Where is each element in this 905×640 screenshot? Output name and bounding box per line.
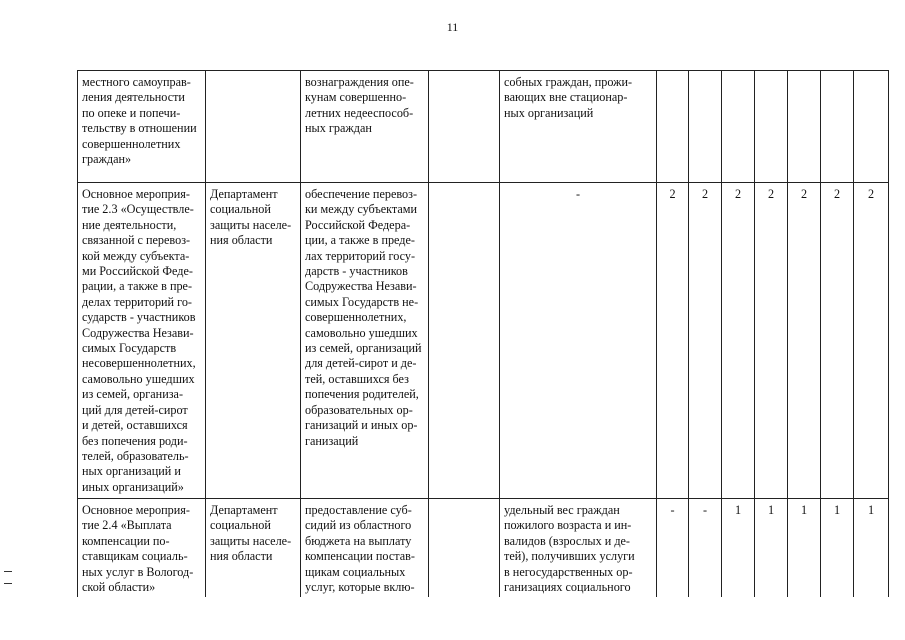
cell-text-line: самовольно ушедших: [305, 325, 418, 340]
result-cell: [301, 499, 429, 598]
cell-text-line: предоставление суб-: [305, 503, 412, 517]
cell-text-line: ганизаций и иных ор-: [305, 418, 418, 433]
cell-text-line: Содружества Незави-: [82, 325, 194, 340]
goal-cell: [429, 499, 500, 598]
cell-text-line: ных услуг в Вологод-: [82, 564, 194, 579]
cell-text-line: телей, образователь-: [82, 448, 189, 463]
cell-text-line: защиты населе-: [210, 533, 292, 548]
cell-text-line: вознаграждения опе-: [305, 75, 414, 89]
cell-text-line: самовольно ушедших: [82, 371, 195, 386]
cell-text-line: сидий из областного: [305, 518, 412, 533]
table-row: [78, 499, 889, 598]
cell-text-line: тей), получивших услуги: [504, 549, 635, 564]
goal-cell: [429, 71, 500, 183]
cell-text-line: ных организаций: [504, 105, 594, 120]
year-value-cell: 1: [821, 499, 854, 598]
cell-text-line: ганизациях социального: [504, 580, 631, 595]
cell-text-line: рации, а также в пре-: [82, 279, 193, 294]
year-value-cell: 1: [854, 499, 889, 598]
executor-cell: [206, 499, 301, 598]
measure-cell: [78, 499, 206, 598]
year-value-cell: 2: [689, 183, 722, 499]
cell-text-line: Департамент: [210, 187, 278, 201]
cell-text-line: Департамент: [210, 503, 278, 517]
year-value-cell: -: [689, 499, 722, 598]
year-value-cell: [854, 71, 889, 183]
cell-text-line: симых Государств: [82, 341, 177, 356]
cell-text-line: тельству в отношении: [82, 121, 197, 136]
cell-text-line: иных организаций»: [82, 479, 184, 494]
cell-text-line: из семей, организа-: [82, 387, 184, 402]
cell-text-line: услуг, которые вклю-: [305, 580, 415, 595]
cell-text-line: делах территорий го-: [82, 294, 192, 309]
year-value-cell: 2: [657, 183, 689, 499]
cell-text-line: и детей, оставшихся: [82, 418, 188, 433]
year-value-cell: 1: [755, 499, 788, 598]
cell-text-line: ния области: [210, 233, 273, 248]
cell-text-line: тей, оставшихся без: [305, 371, 409, 386]
margin-mark: [4, 583, 12, 584]
cell-text-line: тие 2.3 «Осуществле-: [82, 202, 194, 217]
cell-text-line: граждан»: [82, 152, 132, 167]
executor-cell: [206, 71, 301, 183]
indicator-cell: [500, 71, 657, 183]
cell-text-line: попечения родителей,: [305, 387, 419, 402]
table-row: [78, 71, 889, 183]
indicator-cell: [500, 183, 657, 499]
cell-text-line: ных граждан: [305, 121, 372, 136]
page-number: 11: [446, 20, 459, 34]
cell-text-line: бюджета на выплату: [305, 533, 412, 548]
cell-text-line: обеспечение перевоз-: [305, 187, 417, 201]
year-value-cell: [821, 71, 854, 183]
year-value-cell: 2: [722, 183, 755, 499]
cell-text-line: ской области»: [82, 580, 156, 595]
cell-text-line: ных организаций и: [82, 464, 181, 479]
year-value-cell: 1: [722, 499, 755, 598]
cell-text-line: сударств - участников: [82, 310, 196, 325]
year-value-cell: [657, 71, 689, 183]
measure-cell: [78, 183, 206, 499]
year-value-cell: [689, 71, 722, 183]
year-value-cell: 1: [788, 499, 821, 598]
cell-text-line: кой между субъекта-: [82, 248, 190, 263]
cell-text-line: образовательных ор-: [305, 402, 413, 417]
cell-text-line: -: [575, 187, 581, 201]
cell-text-line: ставщикам социаль-: [82, 549, 188, 564]
cell-text-line: компенсации постав-: [305, 549, 415, 564]
cell-text-line: защиты населе-: [210, 217, 292, 232]
year-value-cell: 2: [821, 183, 854, 499]
year-value-cell: 2: [788, 183, 821, 499]
cell-text-line: социальной: [210, 518, 271, 533]
cell-text-line: Российской Федера-: [305, 217, 411, 232]
result-cell: [301, 183, 429, 499]
year-value-cell: [755, 71, 788, 183]
cell-text-line: несовершеннолетних,: [82, 356, 196, 371]
year-value-cell: -: [657, 499, 689, 598]
cell-text-line: ния области: [210, 549, 273, 564]
cell-text-line: ций для детей-сирот: [82, 402, 188, 417]
cell-text-line: социальной: [210, 202, 271, 217]
cell-text-line: вающих вне стационар-: [504, 90, 628, 105]
cell-text-line: пожилого возраста и ин-: [504, 518, 632, 533]
cell-text-line: ми Российской Феде-: [82, 264, 193, 279]
year-value-cell: [788, 71, 821, 183]
cell-text-line: собных граждан, прожи-: [504, 75, 633, 89]
cell-text-line: для детей-сирот и де-: [305, 356, 417, 371]
year-value-cell: 2: [755, 183, 788, 499]
cell-text-line: местного самоуправ-: [82, 75, 191, 89]
cell-text-line: ления деятельности: [82, 90, 185, 105]
cell-text-line: ки между субъектами: [305, 202, 418, 217]
cell-text-line: компенсации по-: [82, 533, 170, 548]
measure-cell: [78, 71, 206, 183]
cell-text-line: ние деятельности,: [82, 217, 177, 232]
cell-text-line: совершеннолетних,: [305, 310, 407, 325]
cell-text-line: связанной с перевоз-: [82, 233, 191, 248]
cell-text-line: кунам совершенно-: [305, 90, 407, 105]
cell-text-line: по опеке и попечи-: [82, 105, 181, 120]
table-row: [78, 183, 889, 499]
cell-text-line: в негосударственных ор-: [504, 564, 633, 579]
cell-text-line: тие 2.4 «Выплата: [82, 518, 172, 533]
goal-cell: [429, 183, 500, 499]
cell-text-line: удельный вес граждан: [504, 503, 620, 517]
cell-text-line: Содружества Незави-: [305, 279, 417, 294]
cell-text-line: без попечения роди-: [82, 433, 188, 448]
cell-text-line: дарств - участников: [305, 264, 408, 279]
cell-text-line: ганизаций: [305, 433, 359, 448]
cell-text-line: валидов (взрослых и де-: [504, 533, 630, 548]
cell-text-line: щикам социальных: [305, 564, 406, 579]
cell-text-line: совершеннолетних: [82, 136, 181, 151]
cell-text-line: Основное мероприя-: [82, 187, 190, 201]
cell-text-line: ции, а также в преде-: [305, 233, 415, 248]
year-value-cell: [722, 71, 755, 183]
margin-mark: [4, 571, 12, 572]
cell-text-line: из семей, организаций: [305, 341, 422, 356]
cell-text-line: лах территорий госу-: [305, 248, 416, 263]
result-cell: [301, 71, 429, 183]
cell-text-line: летних недееспособ-: [305, 105, 414, 120]
executor-cell: [206, 183, 301, 499]
cell-text-line: симых Государств не-: [305, 294, 419, 309]
cell-text-line: Основное мероприя-: [82, 503, 190, 517]
indicator-cell: [500, 499, 657, 598]
year-value-cell: 2: [854, 183, 889, 499]
program-table: [77, 70, 889, 597]
